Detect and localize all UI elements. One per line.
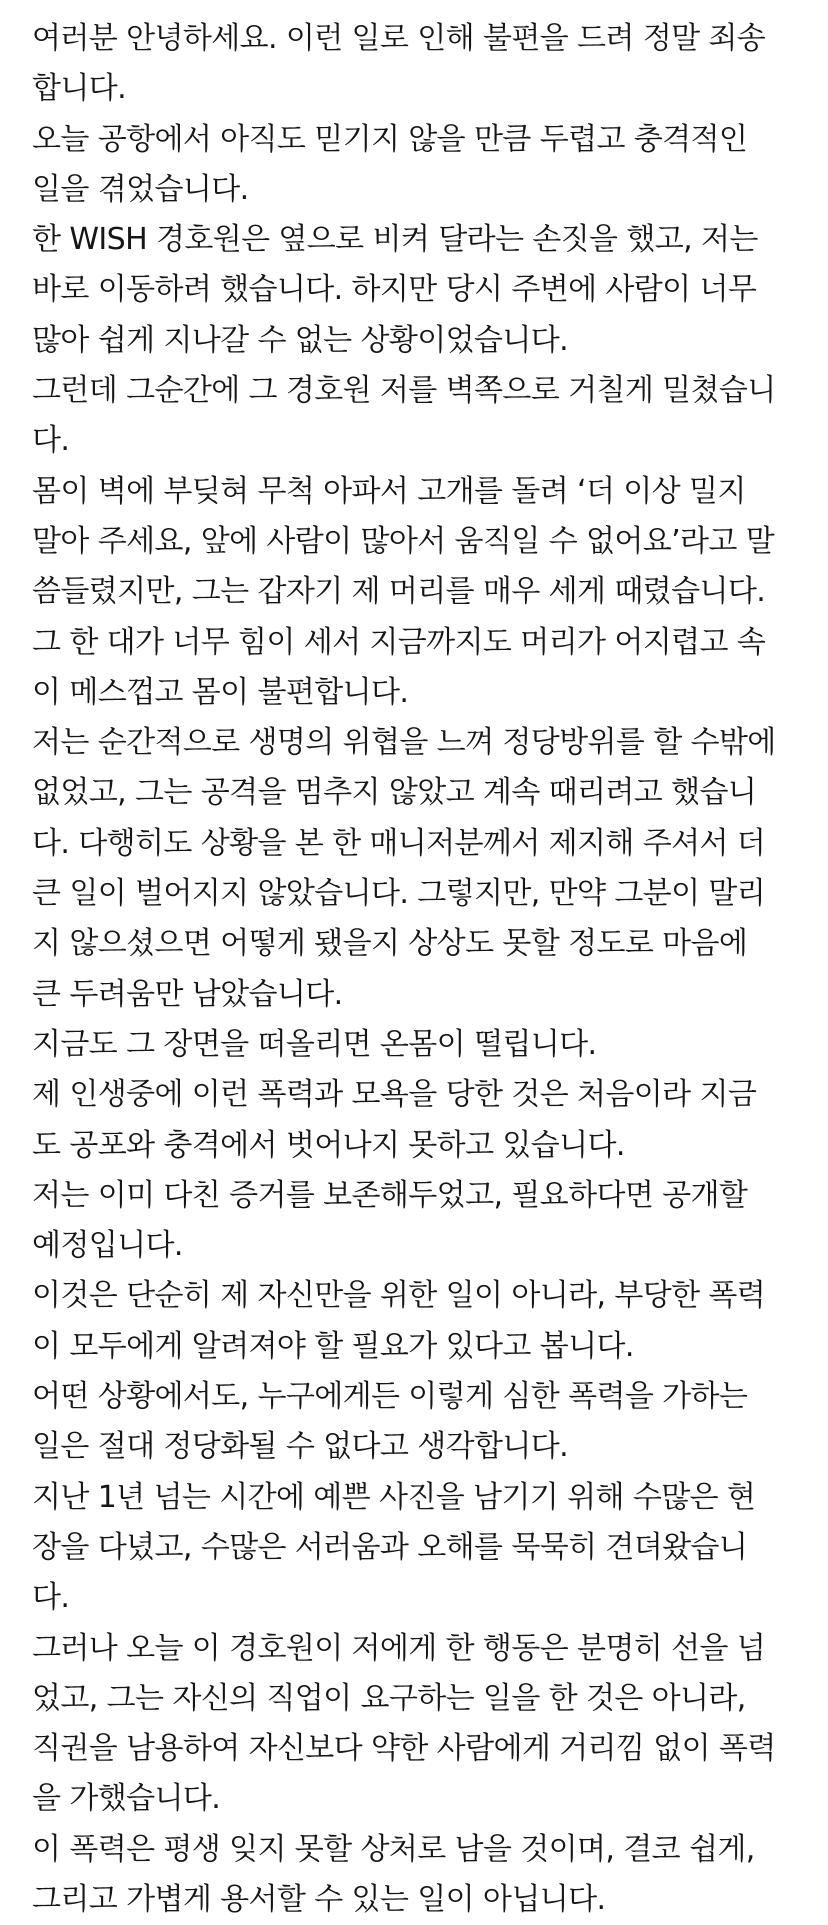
post-line: 없었고, 그는 공격을 멈추지 않았고 계속 때리려고 했습니	[32, 775, 757, 811]
post-line: 이 폭력은 평생 잊지 못할 상처로 남을 것이며, 결코 쉽게,	[32, 1831, 755, 1867]
post-line: 이 모두에게 알려져야 할 필요가 있다고 봅니다.	[32, 1328, 634, 1364]
post-line: 말아 주세요, 앞에 사람이 많아서 움직일 수 없어요’라고 말	[32, 523, 775, 559]
post-line: 을 가했습니다.	[32, 1781, 221, 1817]
post-line: 지금도 그 장면을 떠올리면 온몸이 떨립니다.	[32, 1026, 597, 1062]
post-line: 그러나 오늘 이 경호원이 저에게 한 행동은 분명히 선을 넘	[32, 1630, 766, 1666]
post-line: 일을 겪었습니다.	[32, 171, 249, 207]
post-line: 씀들렸지만, 그는 갑자기 제 머리를 매우 세게 때렸습니다.	[32, 574, 766, 610]
post-line: 이 메스껍고 몸이 불편합니다.	[32, 674, 409, 710]
post-line: 장을 다녔고, 수많은 서러움과 오해를 묵묵히 견뎌왔습니	[32, 1529, 748, 1565]
post-line: 어떤 상황에서도, 누구에게든 이렇게 심한 폭력을 가하는	[32, 1379, 748, 1415]
post-line: 오늘 공항에서 아직도 믿기지 않을 만큼 두렵고 충격적인	[32, 121, 748, 157]
post-line: 그런데 그순간에 그 경호원 저를 벽쪽으로 거칠게 밀쳤습니	[32, 373, 776, 409]
post-line: 일은 절대 정당화될 수 없다고 생각합니다.	[32, 1429, 569, 1465]
post-line: 저는 순간적으로 생명의 위협을 느껴 정당방위를 할 수밖에	[32, 725, 776, 761]
post-line: 다.	[32, 1580, 70, 1616]
post-line: 바로 이동하려 했습니다. 하지만 당시 주변에 사람이 너무	[32, 272, 757, 308]
post-line: 많아 쉽게 지나갈 수 없는 상황이었습니다.	[32, 322, 569, 358]
post-line: 었고, 그는 자신의 직업이 요구하는 일을 한 것은 아니라,	[32, 1680, 746, 1716]
post-line: 큰 두려움만 남았습니다.	[32, 976, 343, 1012]
post-line: 지난 1년 넘는 시간에 예쁜 사진을 남기기 위해 수많은 현	[32, 1479, 756, 1515]
post-line: 그리고 가볍게 용서할 수 있는 일이 아닙니다.	[32, 1881, 606, 1917]
post-line: 이것은 단순히 제 자신만을 위한 일이 아니라, 부당한 폭력	[32, 1278, 766, 1314]
post-line: 도 공포와 충격에서 벗어나지 못하고 있습니다.	[32, 1127, 625, 1163]
post-line: 그 한 대가 너무 힘이 세서 지금까지도 머리가 어지렵고 속	[32, 624, 766, 660]
post-line: 여러분 안녕하세요. 이런 일로 인해 불편을 드려 정말 죄송	[32, 21, 766, 56]
post-line: 다.	[32, 423, 70, 459]
post-line: 다. 다행히도 상황을 본 한 매니저분께서 제지해 주셔서 더	[32, 825, 766, 861]
post-line: 제 인생중에 이런 폭력과 모욕을 당한 것은 처음이라 지금	[32, 1077, 757, 1113]
post-line: 몸이 벽에 부딪혀 무척 아파서 고개를 돌려 ‘더 이상 밀지	[32, 473, 746, 509]
post-line: 한 WISH 경호원은 옆으로 비켜 달라는 손짓을 했고, 저는	[32, 222, 758, 258]
post-line: 예정입니다.	[32, 1228, 183, 1264]
post-line: 합니다.	[32, 71, 127, 107]
post-line: 지 않으셨으면 어떻게 됐을지 상상도 못할 정도로 마음에	[32, 926, 748, 962]
post-body	[32, 14, 822, 1925]
post-line: 직권을 남용하여 자신보다 약한 사람에게 거리낌 없이 폭력	[32, 1731, 776, 1767]
post-line: 큰 일이 벌어지지 않았습니다. 그렇지만, 만약 그분이 말리	[32, 876, 766, 912]
post-line: 저는 이미 다친 증거를 보존해두었고, 필요하다면 공개할	[32, 1177, 748, 1213]
